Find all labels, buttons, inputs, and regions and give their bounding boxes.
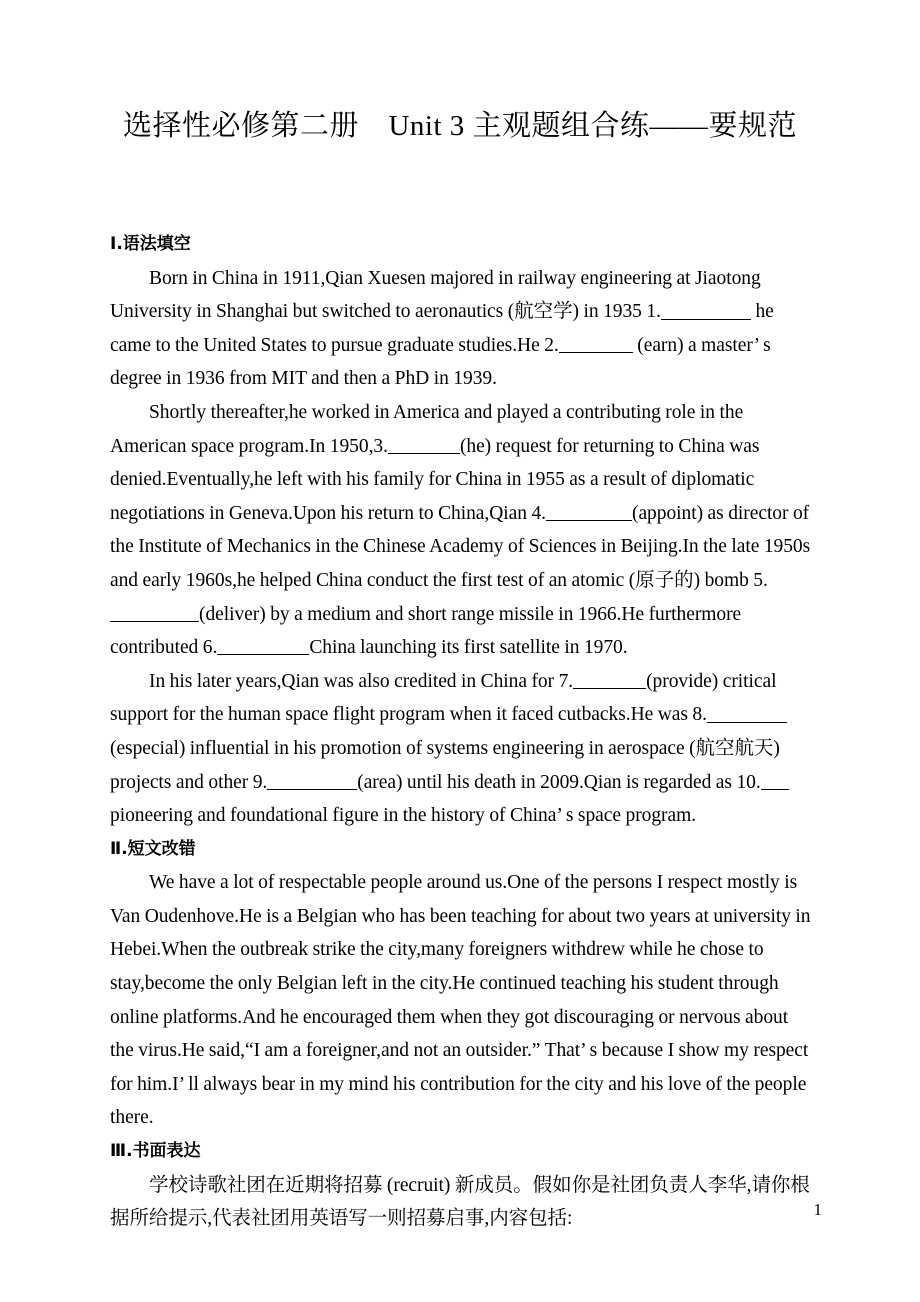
text-run: (deliver) by a medium and short range missile in 1966.He furthermore contributed 6. xyxy=(110,603,746,659)
text-run: China launching its first satellite in 1970. xyxy=(309,637,628,659)
text-run: he came to the United States to pursue graduate studies.He 2. xyxy=(110,301,779,356)
fill-in-blank[interactable] xyxy=(707,703,787,723)
paragraph-correction-p1 xyxy=(110,866,816,1135)
section-heading: Ⅰ.语法填空 xyxy=(110,234,191,254)
fill-in-blank[interactable] xyxy=(388,434,460,454)
text-run: 学校诗歌社团在近期将招募 (recruit) 新成员。假如你是社团负责人李华,请你根据所给提示,代表社团用英语写一则招募启事,内容包括: xyxy=(110,1174,810,1230)
text-run: In his later years,Qian was also credited in China for 7. xyxy=(149,670,574,692)
text-run: (appoint) as director of the Institute of Mechanics in the Chinese Academy of Sciences in Beijing.In the late 1950s and early 1960s,he helped China conduct the first test of an atomic (原子的) bomb 5. xyxy=(110,502,815,591)
fill-in-blank[interactable] xyxy=(217,636,309,656)
fill-in-blank[interactable] xyxy=(761,770,789,790)
paragraph-grammar-p2 xyxy=(110,396,815,665)
text-run: We have a lot of respectable people around us.One of the persons I respect mostly is Van Oudenhove.He is a Belgian who has been teaching for about two years at university in Hebei.When the outbreak strike the city,many foreigners withdrew while he chose to stay,become the only Belgian left in the city.He continued teaching his student through online platforms.And he encouraged them when they got discouraging or nervous about the virus.He said,“I am a foreigner,and not an outsider.” That’ s because I show my respect for him.I’ ll always bear in my mind his contribution for the city and his love of the people there. xyxy=(110,872,816,1129)
text-run: (earn) a master’ s degree in 1936 from MIT and then a PhD in 1939. xyxy=(110,334,776,390)
fill-in-blank[interactable] xyxy=(110,602,199,622)
paragraph-writing-p1 xyxy=(110,1169,812,1236)
fill-in-blank[interactable] xyxy=(573,670,646,690)
text-run: Born in China in 1911,Qian Xuesen majored in railway engineering at Jiaotong University in Shanghai but switched to aeronautics (航空学) in 1935 1. xyxy=(110,267,766,323)
fill-in-blank[interactable] xyxy=(267,770,357,790)
text-run: (especial) influential in his promotion of systems engineering in aerospace (航空航天) projects and other 9. xyxy=(110,737,785,793)
paragraph-grammar-p3 xyxy=(110,665,812,833)
text-run: pioneering and foundational figure in the history of China’ s space program. xyxy=(110,805,697,827)
fill-in-blank[interactable] xyxy=(546,502,632,522)
section-heading: Ⅱ.短文改错 xyxy=(110,838,196,859)
page-title: 选择性必修第二册 Unit 3 主观题组合练——要规范 xyxy=(122,110,798,142)
text-run: Shortly thereafter,he worked in America and played a contributing role in the American space program.In 1950,3. xyxy=(110,401,747,457)
text-run: (he) request for returning to China was denied.Eventually,he left with his family for China in 1955 as a result of diplomatic negotiations in Geneva.Upon his return to China,Qian 4. xyxy=(110,435,764,524)
fill-in-blank[interactable] xyxy=(559,334,633,354)
document-body xyxy=(110,228,816,1236)
page-number: 1 xyxy=(813,1200,822,1219)
paragraph-grammar-p1 xyxy=(110,262,812,396)
text-run: (provide) critical support for the human space flight program when it faced cutbacks.He was 8. xyxy=(110,670,781,726)
section-heading: Ⅲ.书面表达 xyxy=(110,1141,201,1162)
fill-in-blank[interactable] xyxy=(661,300,751,320)
text-run: (area) until his death in 2009.Qian is regarded as 10. xyxy=(357,771,761,793)
